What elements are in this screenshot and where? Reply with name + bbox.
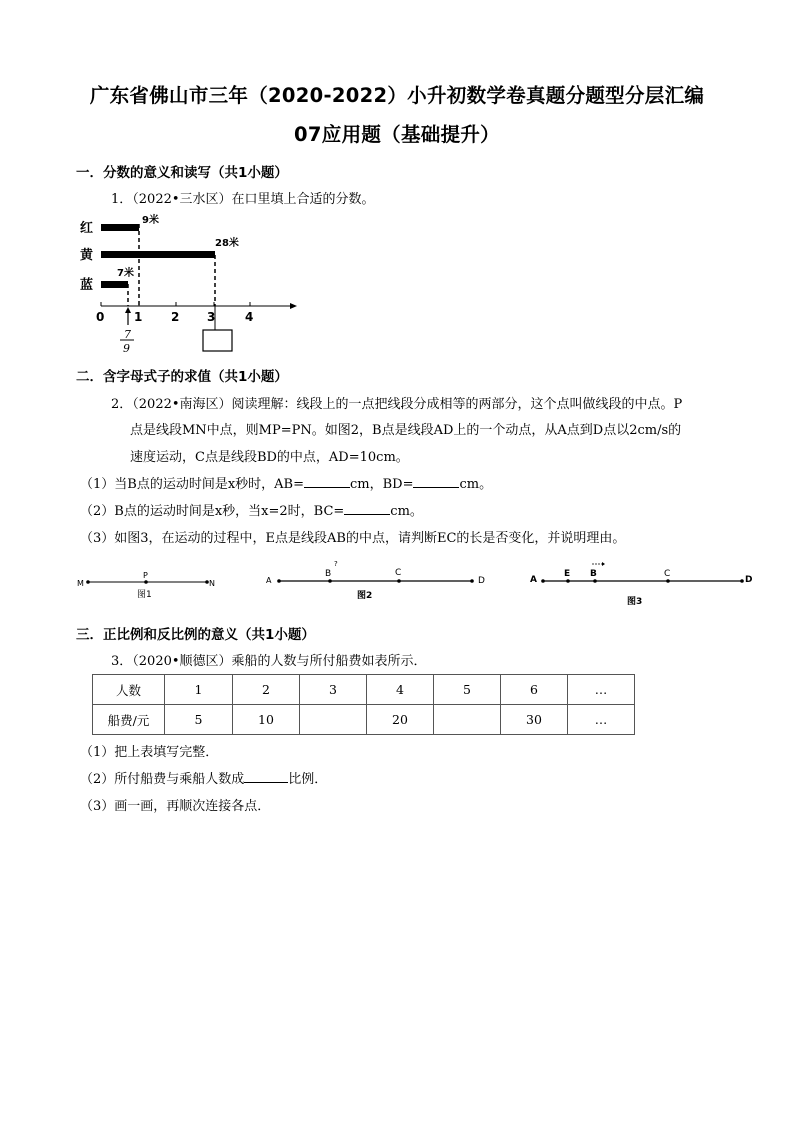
fig3-point-a: A bbox=[530, 575, 537, 585]
section1-heading: 一．分数的意义和读写（共1小题） bbox=[76, 165, 288, 181]
table-row-fare bbox=[93, 705, 635, 735]
question3-sub2 bbox=[80, 768, 327, 787]
question3-sub1: （1）把上表填写完整． bbox=[80, 745, 219, 760]
fig3-caption: 图3 bbox=[627, 597, 643, 607]
sub1-part-b: cm，BD= bbox=[350, 477, 414, 492]
sub1-part-c: cm。 bbox=[459, 477, 493, 492]
section3-heading: 三．正比例和反比例的意义（共1小题） bbox=[76, 627, 315, 643]
fig1-point-p: P bbox=[143, 571, 148, 580]
fig3-point-c: C bbox=[664, 569, 671, 579]
q3-sub2-part-b: 比例． bbox=[288, 772, 328, 787]
sub2-part-a: （2）B点的运动时间是x秒，当x=2时，BC= bbox=[80, 504, 345, 519]
answer-blank-proportion[interactable] bbox=[244, 770, 288, 783]
fig2-moving-mark: ? bbox=[334, 560, 338, 568]
fig2-point-c: C bbox=[395, 568, 402, 578]
tick-1: 1 bbox=[134, 310, 143, 324]
fig3-point-b: B bbox=[590, 569, 597, 579]
bar-yellow-value: 28米 bbox=[215, 238, 239, 249]
table-cell: 2 bbox=[233, 675, 300, 705]
table-cell: 20 bbox=[367, 705, 434, 735]
question2-sub3: （3）如图3，在运动的过程中，E点是线段AB的中点，请判断EC的长是否变化，并说明理由。 bbox=[80, 531, 626, 546]
question2-line3: 速度运动，C点是线段BD的中点，AD=10cm。 bbox=[130, 450, 409, 465]
fraction-denominator: 9 bbox=[123, 342, 130, 355]
fig2-caption: 图2 bbox=[357, 591, 373, 601]
table-cell: 3 bbox=[300, 675, 367, 705]
tick-2: 2 bbox=[171, 310, 180, 324]
section2-heading: 二．含字母式子的求值（共1小题） bbox=[76, 369, 288, 385]
table-cell-empty[interactable] bbox=[300, 705, 367, 735]
fig2-point-a: A bbox=[266, 576, 272, 585]
bar-blue-value: 7米 bbox=[117, 268, 134, 279]
tick-0: 0 bbox=[96, 310, 105, 324]
question2-line2: 点是线段MN中点，则MP=PN。如图2，B点是线段AD上的一个动点，从A点到D点以2cm/s的 bbox=[130, 423, 682, 438]
tick-3: 3 bbox=[207, 310, 216, 324]
document-title-line1: 广东省佛山市三年（2020-2022）小升初数学卷真题分题型分层汇编 bbox=[89, 84, 705, 107]
label-blue: 蓝 bbox=[80, 278, 94, 293]
table-cell: … bbox=[568, 675, 635, 705]
question2-line1: 2．（2022•南海区）阅读理解：线段上的一点把线段分成相等的两部分，这个点叫做线段的中点。P bbox=[111, 397, 683, 412]
fig2-point-d: D bbox=[478, 576, 485, 586]
fig2-point-b: B bbox=[325, 569, 332, 579]
question3-text: 3．（2020•顺德区）乘船的人数与所付船费如表所示． bbox=[111, 654, 427, 669]
table-cell-empty[interactable] bbox=[434, 705, 501, 735]
table-cell: 1 bbox=[165, 675, 233, 705]
document-title-line2: 07应用题（基础提升） bbox=[294, 123, 500, 146]
table-cell: 4 bbox=[367, 675, 434, 705]
fig1-point-m: M bbox=[77, 579, 84, 588]
table-cell: 人数 bbox=[93, 675, 165, 705]
label-yellow: 黄 bbox=[80, 248, 94, 263]
fraction-numerator: 7 bbox=[124, 328, 131, 341]
table-cell: 10 bbox=[233, 705, 300, 735]
q3-sub2-part-a: （2）所付船费与乘船人数成 bbox=[80, 772, 245, 787]
table-cell: 船费/元 bbox=[93, 705, 165, 735]
question1-text: 1．（2022•三水区）在口里填上合适的分数。 bbox=[111, 192, 375, 207]
table-cell: 5 bbox=[165, 705, 233, 735]
sub2-part-b: cm。 bbox=[390, 504, 423, 519]
sub1-part-a: （1）当B点的运动时间是x秒时，AB= bbox=[80, 477, 304, 492]
fig3-point-e: E bbox=[564, 569, 571, 579]
tick-4: 4 bbox=[245, 310, 254, 324]
table-cell: 30 bbox=[501, 705, 568, 735]
table-cell: 6 bbox=[501, 675, 568, 705]
fig1-point-n: N bbox=[209, 579, 215, 588]
label-red: 红 bbox=[80, 221, 94, 236]
question3-sub3: （3）画一画，再顺次连接各点． bbox=[80, 799, 271, 814]
table-row-people bbox=[93, 675, 635, 705]
fig3-point-d: D bbox=[745, 575, 753, 585]
bar-red-value: 9米 bbox=[142, 215, 159, 226]
fig1-caption: 图1 bbox=[137, 590, 152, 600]
fare-table bbox=[92, 674, 635, 735]
table-cell: 5 bbox=[434, 675, 501, 705]
table-cell: … bbox=[568, 705, 635, 735]
